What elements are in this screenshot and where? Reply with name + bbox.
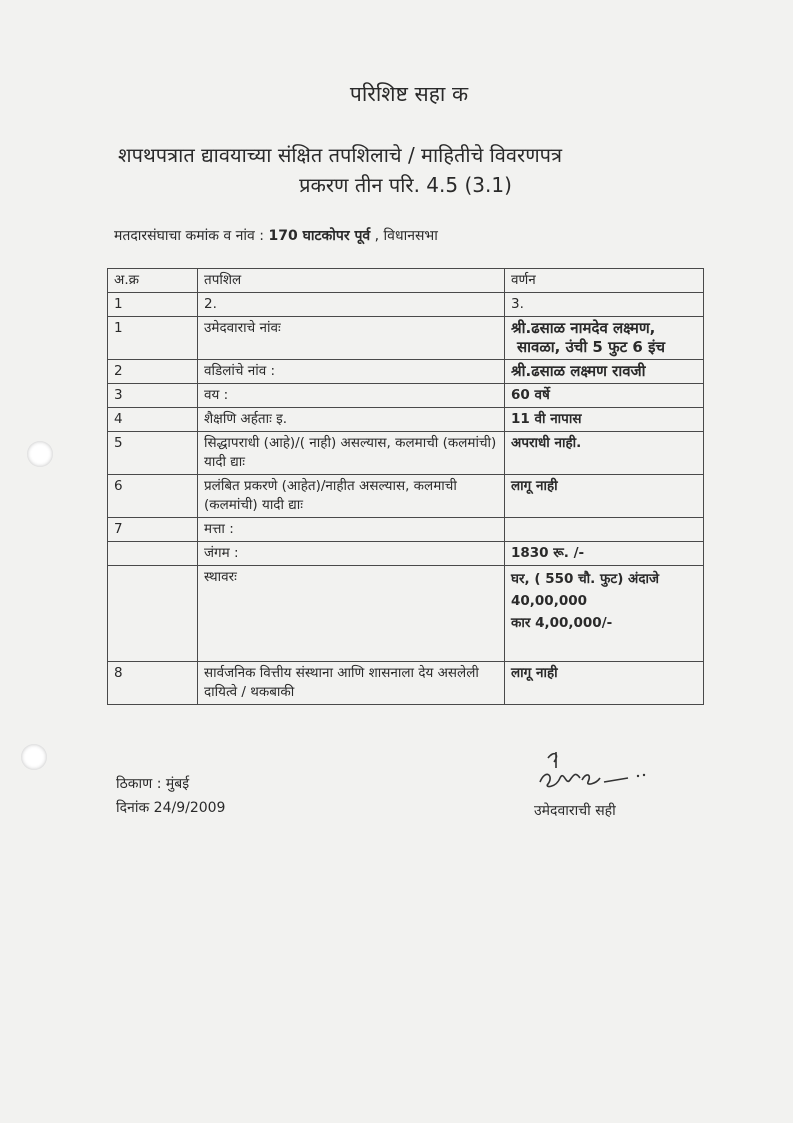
appendix-title: परिशिष्ट सहा क: [349, 82, 469, 106]
document-subtitle: प्रकरण तीन परि. 4.5 (3.1): [299, 173, 512, 197]
table-row: [108, 475, 704, 518]
row-description: लागू नाही: [505, 475, 704, 518]
constituency-value: 170 घाटकोपर पूर्व: [268, 228, 371, 244]
row-detail: वय :: [198, 384, 505, 408]
row-number: 3: [108, 384, 198, 408]
table-row: [108, 542, 704, 566]
date-line: दिनांक 24/9/2009: [116, 800, 226, 816]
row-description: श्री.ढसाळ लक्ष्मण रावजी: [505, 360, 704, 384]
table-row: [108, 566, 704, 662]
table-row: [108, 432, 704, 475]
table-cell: 3.: [505, 293, 704, 317]
table-row: [108, 384, 704, 408]
table-header-cell: तपशिल: [198, 269, 505, 293]
row-description: [505, 518, 704, 542]
row-description: 1830 रू. /-: [505, 542, 704, 566]
row-description: [505, 317, 704, 360]
row-number: 7: [108, 518, 198, 542]
signature-label: उमेदवाराची सही: [534, 803, 616, 819]
row-description: 60 वर्षे: [505, 384, 704, 408]
table-row: [108, 360, 704, 384]
row-detail: उमेदवाराचे नांवः: [198, 317, 505, 360]
row-description: लागू नाही: [505, 662, 704, 705]
row-detail: जंगम :: [198, 542, 505, 566]
description-line: घर, ( 550 चौ. फुट) अंदाजे: [511, 571, 660, 587]
table-row: [108, 518, 704, 542]
punch-hole: [27, 441, 53, 467]
row-number: 2: [108, 360, 198, 384]
row-number: [108, 566, 198, 662]
document-title: शपथपत्रात द्यावयाच्या संक्षित तपशिलाचे / माहितीचे विवरणपत्र: [118, 143, 563, 167]
row-description: [505, 566, 704, 662]
row-number: 1: [108, 317, 198, 360]
description-line: श्री.ढसाळ नामदेव लक्ष्मण,: [511, 319, 656, 337]
table-header-row: [108, 269, 704, 293]
row-number: 6: [108, 475, 198, 518]
place-line: ठिकाण : मुंबई: [116, 776, 190, 792]
table-row: [108, 408, 704, 432]
table-cell: 1: [108, 293, 198, 317]
row-description: 11 वी नापास: [505, 408, 704, 432]
description-line: 40,00,000: [511, 593, 588, 609]
row-number: 8: [108, 662, 198, 705]
row-number: 4: [108, 408, 198, 432]
table-cell: 2.: [198, 293, 505, 317]
constituency-line: [114, 226, 438, 245]
description-line: सावळा, उंची 5 फुट 6 इंच: [517, 338, 665, 356]
row-detail: सिद्धापराधी (आहे)/( नाही) असल्यास, कलमाची (कलमांची) यादी द्याः: [198, 432, 505, 475]
table-header-cell: वर्णन: [505, 269, 704, 293]
table-header-cell: अ.क्र: [108, 269, 198, 293]
row-detail: वडिलांचे नांव :: [198, 360, 505, 384]
row-description: अपराधी नाही.: [505, 432, 704, 475]
description-line: कार 4,00,000/-: [511, 615, 613, 631]
signature-image: [530, 748, 660, 798]
constituency-suffix: , विधानसभा: [374, 228, 438, 244]
row-number: [108, 542, 198, 566]
table-row: [108, 317, 704, 360]
row-number: 5: [108, 432, 198, 475]
row-detail: सार्वजनिक वित्तीय संस्थाना आणि शासनाला देय असलेली दायित्वे / थकबाकी: [198, 662, 505, 705]
punch-hole: [21, 744, 47, 770]
row-detail: प्रलंबित प्रकरणे (आहेत)/नाहीत असल्यास, कलमाची (कलमांची) यादी द्याः: [198, 475, 505, 518]
row-detail: शैक्षणि अर्हताः इ.: [198, 408, 505, 432]
table-row: [108, 662, 704, 705]
constituency-label: मतदारसंघाचा कमांक व नांव :: [114, 228, 265, 244]
details-table: [107, 268, 704, 705]
row-detail: मत्ता :: [198, 518, 505, 542]
table-numbering-row: [108, 293, 704, 317]
row-detail: स्थावरः: [198, 566, 505, 662]
